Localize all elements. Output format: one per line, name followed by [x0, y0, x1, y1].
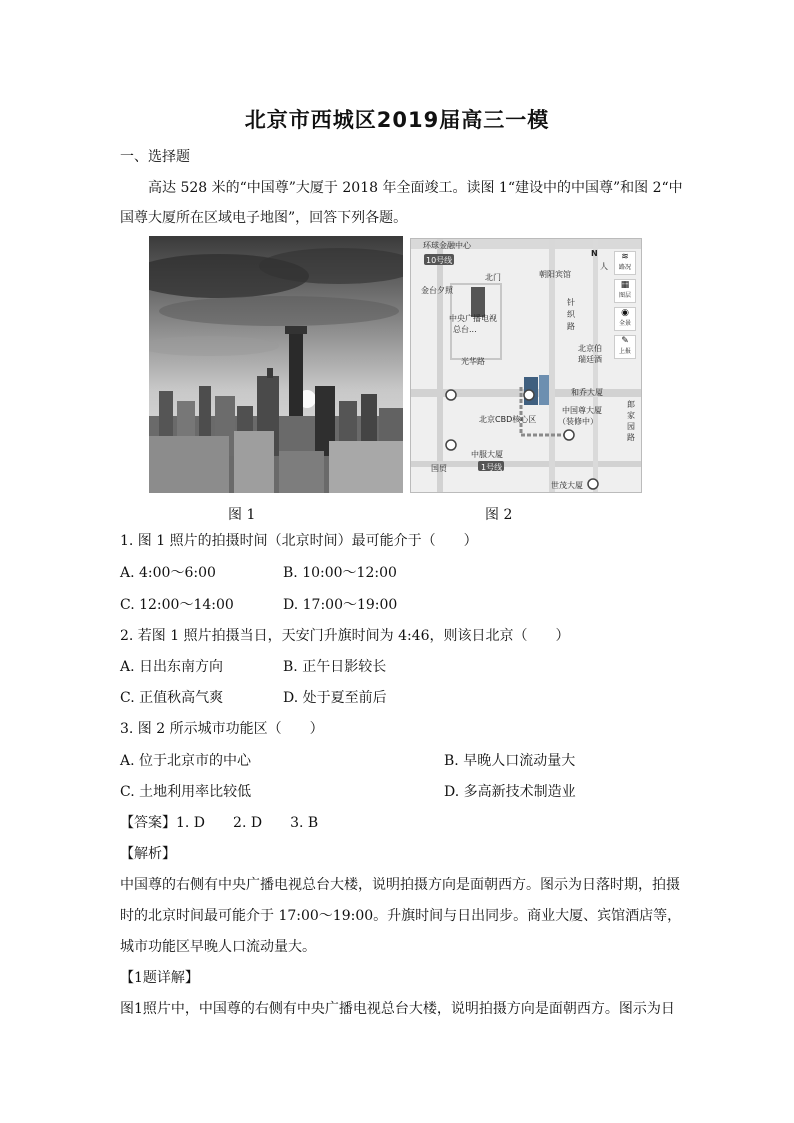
panorama-button[interactable]: ◉ 全景	[614, 307, 636, 331]
map-streets	[411, 239, 642, 493]
intro-text-line1: 高达 528 米的“中国尊”大厦于 2018 年全面竣工。读图 1“建设中的中国尊”和图 2“中	[148, 180, 683, 196]
map-label: 北京CBD核心区	[479, 415, 537, 424]
report-label: 上报	[618, 348, 631, 355]
analysis-text-line3: 城市功能区早晚人口流动量大。	[120, 939, 316, 955]
q2-option-d: D. 处于夏至前后	[283, 690, 387, 706]
map-label: 路	[627, 433, 635, 442]
question-2: 2. 若图 1 照片拍摄当日，天安门升旗时间为 4:46，则该日北京（ ）	[120, 628, 570, 644]
map-label: 中央广播电视	[449, 314, 497, 323]
map-label: 针	[567, 298, 575, 307]
map-label: （装修中）	[558, 417, 598, 426]
map-label: 和乔大厦	[571, 388, 603, 397]
map-label: 郎	[627, 400, 635, 409]
map-label: 瑞廷酒	[578, 355, 602, 364]
north-arrow-icon: N	[591, 249, 598, 258]
map-label: 园	[627, 422, 635, 431]
question-1: 1. 图 1 照片的拍摄时间（北京时间）最可能介于（ ）	[120, 533, 478, 549]
map-label: 总台...	[453, 325, 477, 334]
q2-option-c: C. 正值秋高气爽	[120, 690, 224, 706]
analysis-text-line2: 时的北京时间最可能介于 17:00～19:00。升旗时间与日出同步。商业大厦、宾馆酒店等，	[120, 908, 682, 924]
q3-option-c: C. 土地利用率比较低	[120, 784, 252, 800]
question-3: 3. 图 2 所示城市功能区（ ）	[120, 721, 324, 737]
figure-1-photo	[149, 236, 403, 493]
traffic-button[interactable]: ≋ 路况	[614, 251, 636, 275]
panorama-label: 全景	[618, 320, 631, 327]
q2-option-b: B. 正午日影较长	[283, 659, 387, 675]
map-label-line10: 10号线	[426, 256, 453, 265]
detail-heading: 【1题详解】	[120, 970, 199, 986]
analysis-heading: 【解析】	[120, 846, 176, 862]
figure-2-map	[410, 238, 642, 493]
map-label: 路	[567, 322, 575, 331]
map-label: 中国尊大厦	[562, 406, 602, 415]
figure-2-caption: 图 2	[485, 507, 513, 523]
q2-option-a: A. 日出东南方向	[120, 659, 224, 675]
map-label: 北京伯	[578, 344, 602, 353]
intro-text-line2: 国尊大厦所在区域电子地图”，回答下列各题。	[120, 210, 408, 226]
map-label: 织	[567, 310, 575, 319]
section-heading: 一、选择题	[120, 149, 190, 165]
map-label: 环球金融中心	[423, 241, 471, 250]
q1-option-b: B. 10:00～12:00	[283, 565, 397, 581]
map-label: 光华路	[461, 357, 485, 366]
layers-label: 图层	[618, 292, 631, 299]
page-title: 北京市西城区2019届高三一模	[244, 108, 550, 132]
map-label: 家	[627, 411, 635, 420]
map-label-line1: 1号线	[481, 463, 503, 472]
map-label: 北门	[485, 273, 501, 282]
map-label: 国贸	[431, 464, 447, 473]
q1-option-a: A. 4:00～6:00	[120, 565, 216, 581]
skyline-image	[149, 236, 403, 493]
layers-button[interactable]: ▦ 图层	[614, 279, 636, 303]
q1-option-c: C. 12:00～14:00	[120, 597, 234, 613]
map-label: 金台夕照	[421, 286, 453, 295]
map-label: 朝阳宾馆	[539, 270, 571, 279]
report-button[interactable]: ✎ 上报	[614, 335, 636, 359]
q3-option-a: A. 位于北京市的中心	[120, 753, 252, 769]
traffic-label: 路况	[618, 264, 631, 271]
q3-option-d: D. 多高新技术制造业	[444, 784, 576, 800]
map-label: 世茂大厦	[551, 481, 583, 490]
map-label: 人	[600, 262, 608, 271]
q3-option-b: B. 早晚人口流动量大	[444, 753, 576, 769]
q1-option-d: D. 17:00～19:00	[283, 597, 398, 613]
map-label: 中服大厦	[471, 450, 503, 459]
figure-1-caption: 图 1	[228, 507, 256, 523]
analysis-text-line1: 中国尊的右侧有中央广播电视总台大楼，说明拍摄方向是面朝西方。图示为日落时期，拍摄	[120, 877, 680, 893]
detail-text-line1: 图1照片中，中国尊的右侧有中央广播电视总台大楼，说明拍摄方向是面朝西方。图示为日	[120, 1001, 675, 1017]
answer-line: 【答案】1. D 2. D 3. B	[120, 815, 319, 831]
